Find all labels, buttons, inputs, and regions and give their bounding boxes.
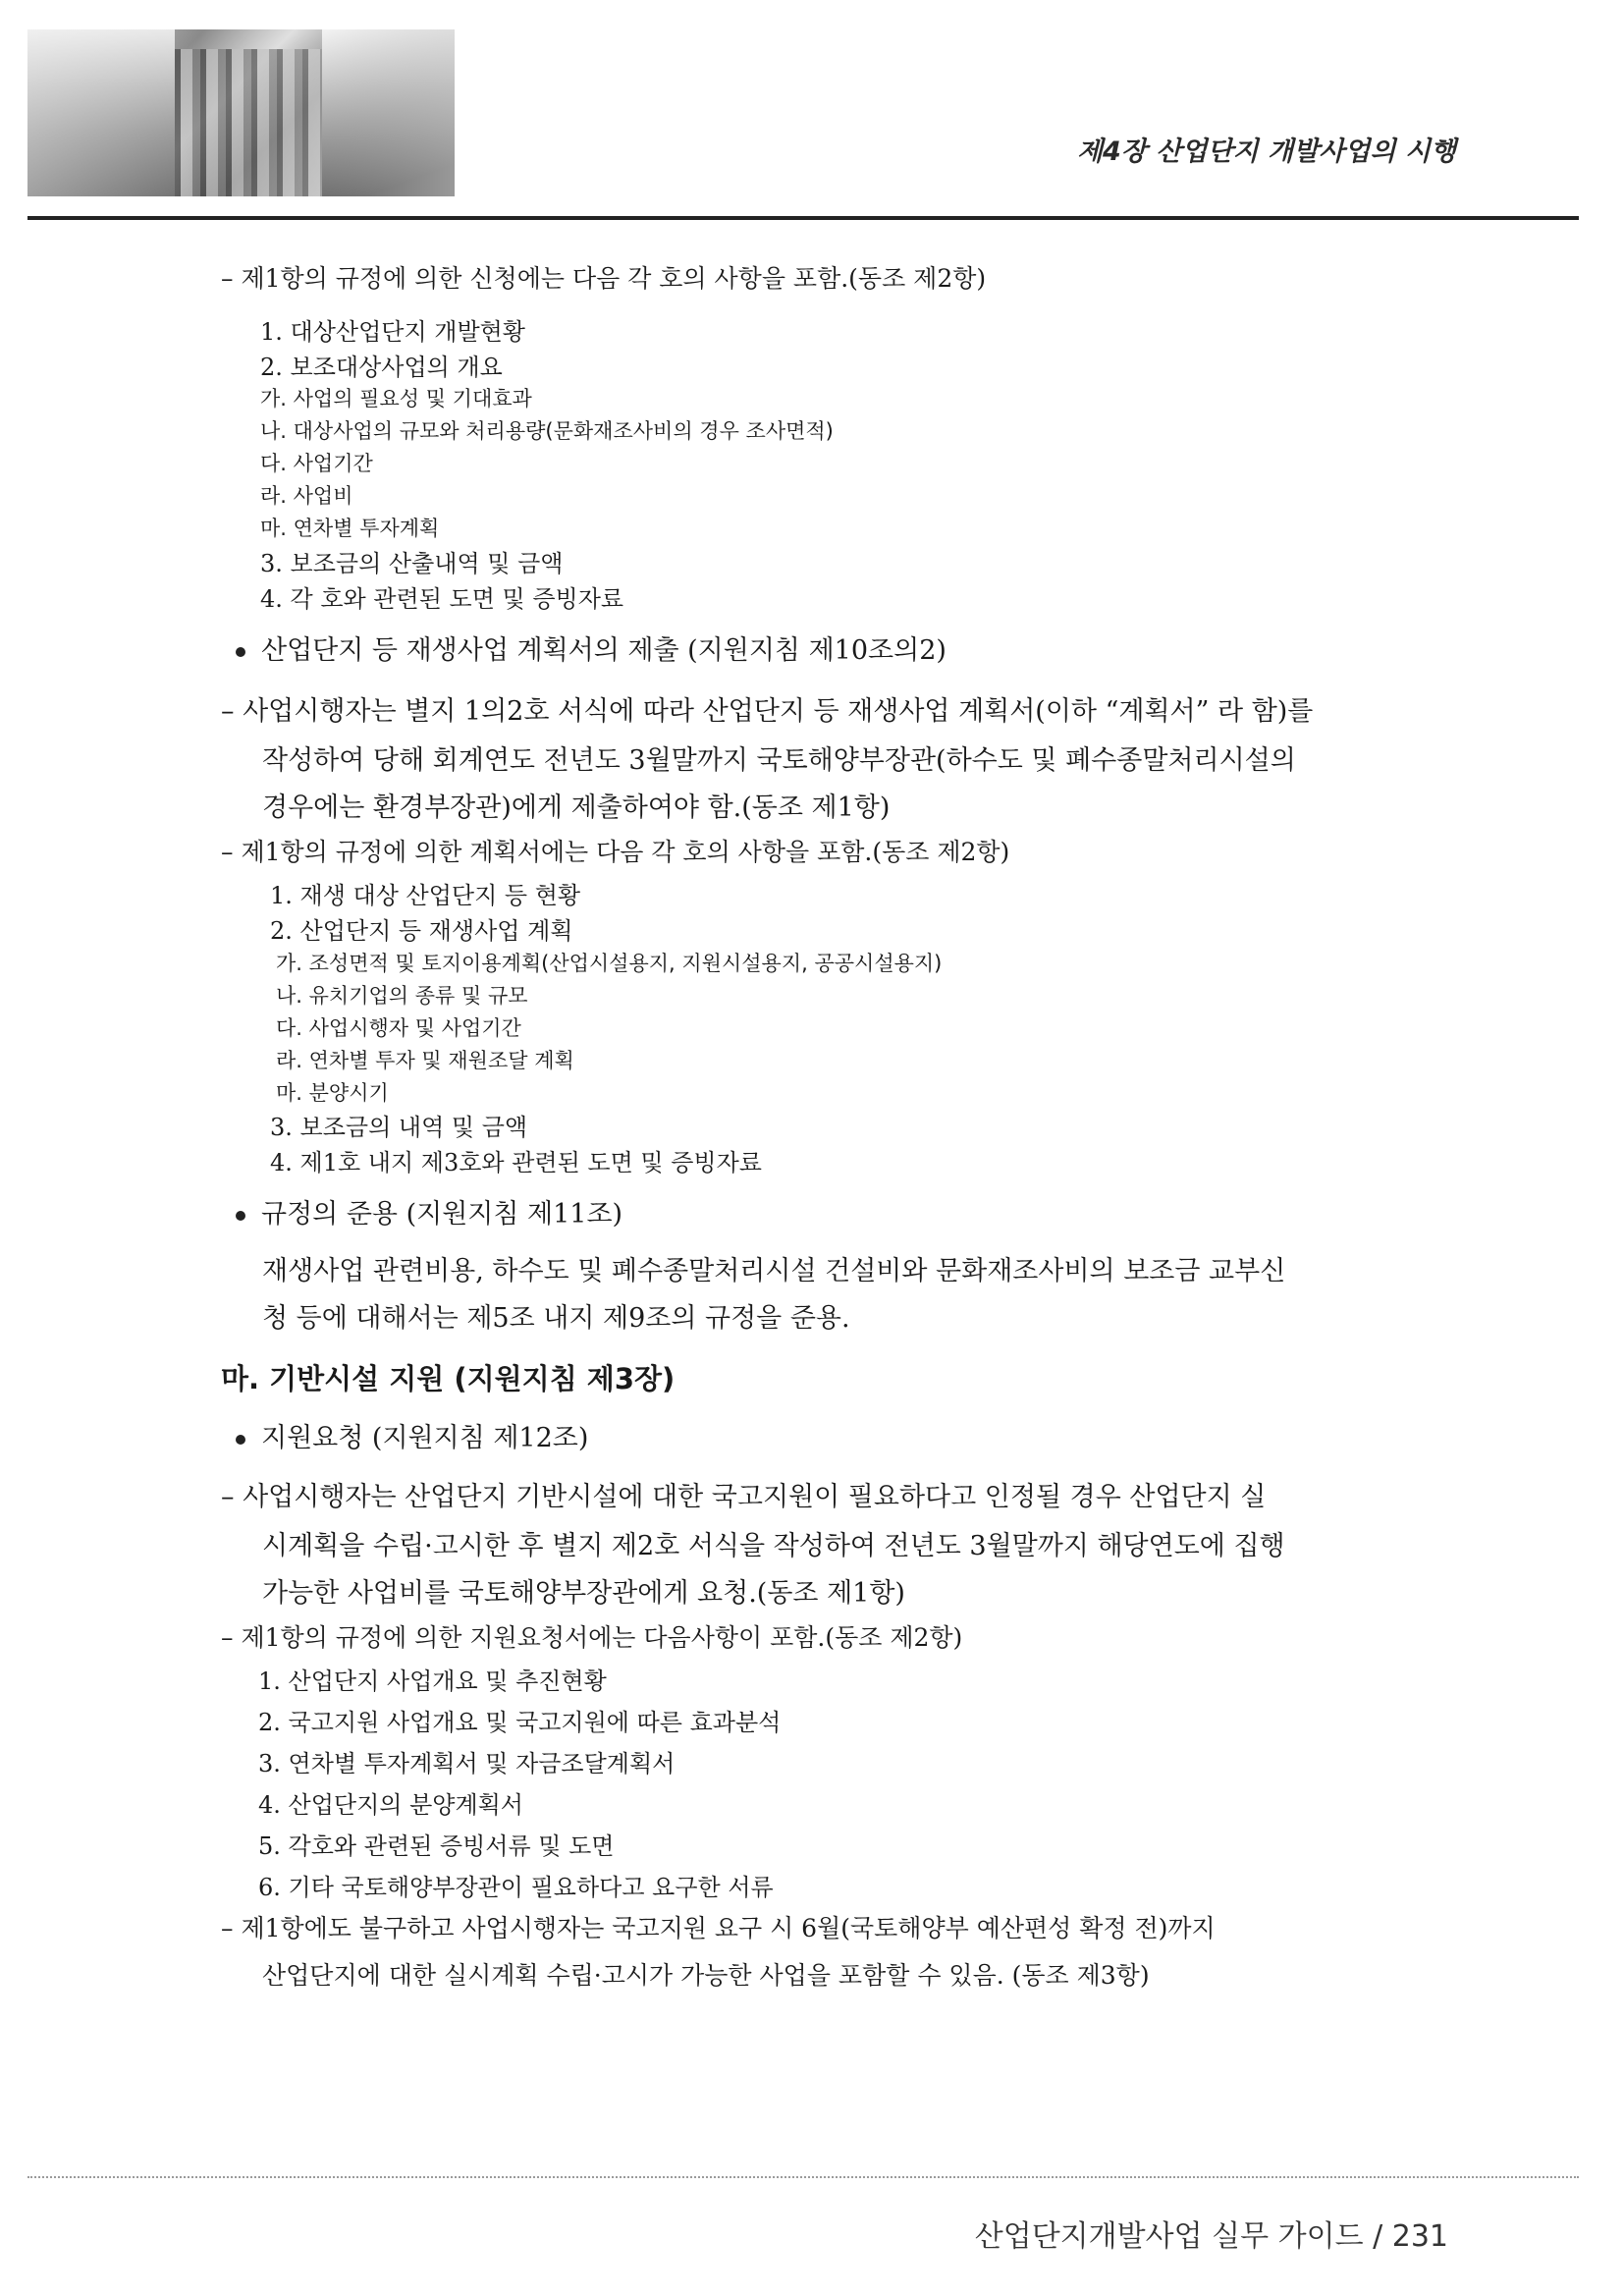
- chapter-title: 제4장 산업단지 개발사업의 시행: [1076, 137, 1456, 167]
- footer-rule: [27, 2176, 1579, 2178]
- paragraph-line: 청 등에 대해서는 제5조 내지 제9조의 규정을 준용.: [262, 1303, 850, 1334]
- numbered-item: 3. 연차별 투자계획서 및 자금조달계획서: [258, 1750, 676, 1777]
- bullet-heading: 지원요청 (지원지침 제12조): [236, 1416, 588, 1454]
- lettered-item: 나. 대상사업의 규모와 처리용량(문화재조사비의 경우 조사면적): [260, 419, 834, 443]
- numbered-item: 3. 보조금의 내역 및 금액: [270, 1114, 528, 1141]
- dash-item: – 제1항의 규정에 의한 계획서에는 다음 각 호의 사항을 포함.(동조 제2항): [221, 838, 1010, 866]
- bullet-heading: 산업단지 등 재생사업 계획서의 제출 (지원지침 제10조의2): [236, 629, 947, 667]
- bullet-icon: [236, 1435, 245, 1445]
- bullet-icon: [236, 647, 245, 657]
- lettered-item: 마. 분양시기: [276, 1081, 389, 1105]
- bullet-heading: 규정의 준용 (지원지침 제11조): [236, 1192, 622, 1230]
- numbered-item: 1. 산업단지 사업개요 및 추진현황: [258, 1667, 607, 1695]
- numbered-item: 5. 각호와 관련된 증빙서류 및 도면: [258, 1832, 615, 1860]
- numbered-item: 6. 기타 국토해양부장관이 필요하다고 요구한 서류: [258, 1874, 774, 1901]
- paragraph-line: 재생사업 관련비용, 하수도 및 폐수종말처리시설 건설비와 문화재조사비의 보조금 교부신: [262, 1256, 1286, 1286]
- numbered-item: 1. 대상산업단지 개발현황: [260, 318, 525, 346]
- lettered-item: 나. 유치기업의 종류 및 규모: [276, 984, 528, 1008]
- lettered-item: 라. 사업비: [260, 484, 353, 508]
- section-heading: 마. 기반시설 지원 (지원지침 제3장): [221, 1362, 676, 1395]
- paragraph-line: 산업단지에 대한 실시계획 수립·고시가 가능한 사업을 포함할 수 있음. (동조 제3항): [262, 1961, 1150, 1990]
- lettered-item: 마. 연차별 투자계획: [260, 517, 440, 540]
- bullet-icon: [236, 1211, 245, 1221]
- paragraph-line: 작성하여 당해 회계연도 전년도 3월말까지 국토해양부장관(하수도 및 폐수종말처리시설의: [262, 745, 1296, 776]
- numbered-item: 1. 재생 대상 산업단지 등 현황: [270, 882, 581, 909]
- numbered-item: 4. 제1호 내지 제3호와 관련된 도면 및 증빙자료: [270, 1149, 762, 1176]
- lettered-item: 라. 연차별 투자 및 재원조달 계획: [276, 1049, 574, 1072]
- lettered-item: 다. 사업기간: [260, 452, 373, 475]
- page-footer: 산업단지개발사업 실무 가이드 / 231: [974, 2219, 1448, 2254]
- paragraph-line: 가능한 사업비를 국토해양부장관에게 요청.(동조 제1항): [262, 1578, 905, 1609]
- lettered-item: 다. 사업시행자 및 사업기간: [276, 1016, 521, 1040]
- header-photo: [27, 29, 455, 196]
- header-rule: [27, 216, 1579, 220]
- lettered-item: 가. 조성면적 및 토지이용계획(산업시설용지, 지원시설용지, 공공시설용지): [276, 952, 943, 975]
- dash-item: – 사업시행자는 별지 1의2호 서식에 따라 산업단지 등 재생사업 계획서(이하 “계획서” 라 함)를: [221, 696, 1314, 727]
- paragraph-line: 경우에는 환경부장관)에게 제출하여야 함.(동조 제1항): [262, 793, 891, 823]
- dash-item: – 사업시행자는 산업단지 기반시설에 대한 국고지원이 필요하다고 인정될 경우 산업단지 실: [221, 1482, 1267, 1512]
- numbered-item: 4. 산업단지의 분양계획서: [258, 1791, 523, 1819]
- numbered-item: 4. 각 호와 관련된 도면 및 증빙자료: [260, 585, 624, 613]
- paragraph-line: 시계획을 수립·고시한 후 별지 제2호 서식을 작성하여 전년도 3월말까지 해당연도에 집행: [262, 1531, 1285, 1561]
- numbered-item: 3. 보조금의 산출내역 및 금액: [260, 550, 564, 577]
- dash-item: – 제1항의 규정에 의한 지원요청서에는 다음사항이 포함.(동조 제2항): [221, 1623, 963, 1652]
- dash-item: – 제1항에도 불구하고 사업시행자는 국고지원 요구 시 6월(국토해양부 예산편성 확정 전)까지: [221, 1914, 1216, 1942]
- numbered-item: 2. 보조대상사업의 개요: [260, 354, 503, 381]
- dash-item: – 제1항의 규정에 의한 신청에는 다음 각 호의 사항을 포함.(동조 제2항): [221, 264, 987, 293]
- lettered-item: 가. 사업의 필요성 및 기대효과: [260, 387, 532, 410]
- numbered-item: 2. 국고지원 사업개요 및 국고지원에 따른 효과분석: [258, 1709, 782, 1736]
- numbered-item: 2. 산업단지 등 재생사업 계획: [270, 917, 573, 945]
